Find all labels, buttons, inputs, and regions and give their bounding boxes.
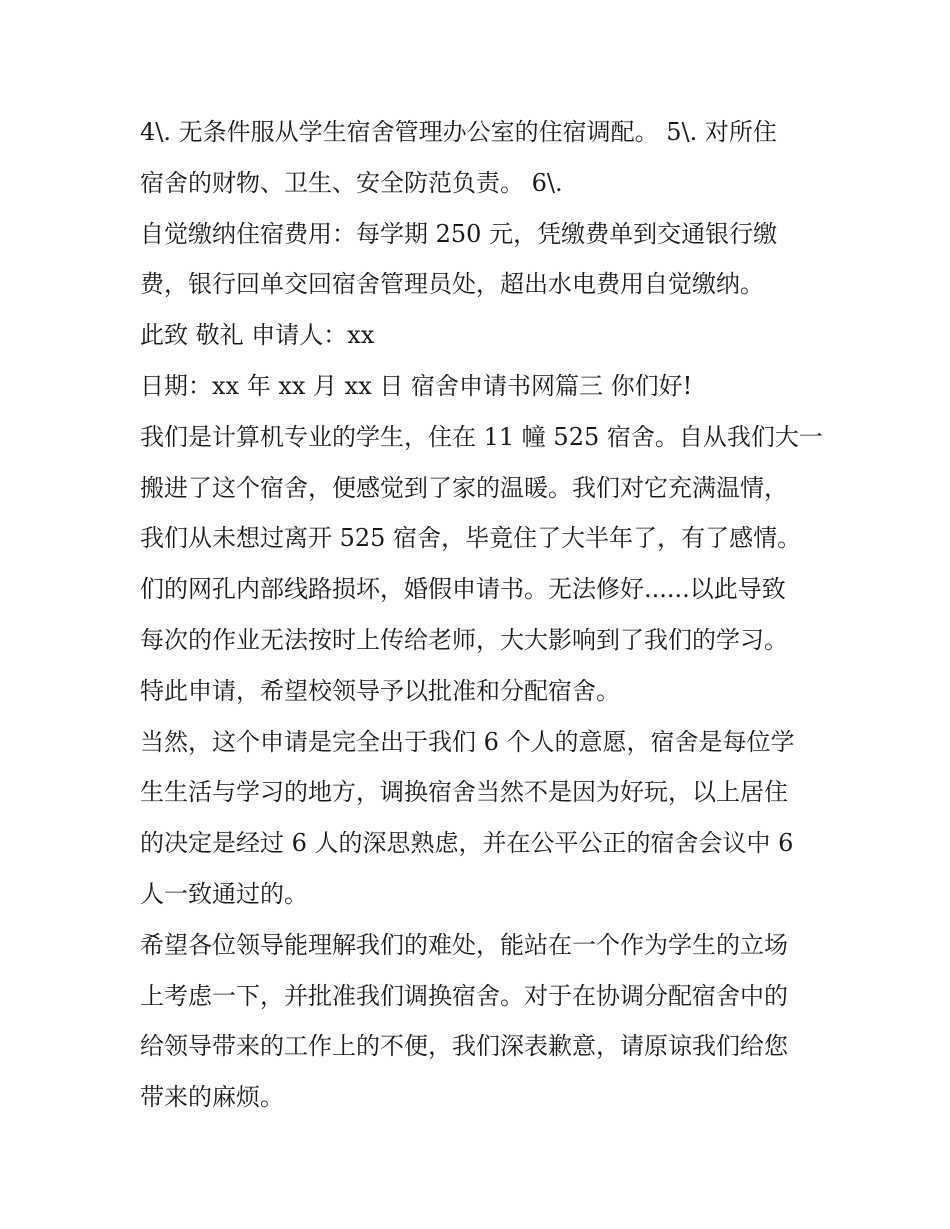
- text-line: 每次的作业无法按时上传给老师，大大影响到了我们的学习。: [140, 625, 788, 654]
- text-line: 带来的麻烦。: [140, 1083, 284, 1112]
- text-line: 搬进了这个宿舍，便感觉到了家的温暖。我们对它充满温情，: [140, 473, 788, 502]
- text-line: 特此申请，希望校领导予以批准和分配宿舍。: [140, 676, 620, 705]
- text-line: 人一致通过的。: [140, 879, 308, 908]
- document-body: [140, 107, 823, 1123]
- text-line: 费，银行回单交回宿舍管理员处，超出水电费用自觉缴纳。: [140, 270, 764, 299]
- text-line: 给领导带来的工作上的不便，我们深表歉意，请原谅我们给您: [140, 1032, 788, 1061]
- text-line: 当然，这个申请是完全出于我们 6 个人的意愿，宿舍是每位学: [140, 727, 795, 756]
- text-line: 生生活与学习的地方，调换宿舍当然不是因为好玩，以上居住: [140, 778, 788, 807]
- text-line: 我们从未想过离开 525 宿舍，毕竟住了大半年了，有了感情。: [140, 524, 802, 553]
- text-line: 的决定是经过 6 人的深思熟虑，并在公平公正的宿舍会议中 6: [140, 829, 794, 858]
- text-line: 希望各位领导能理解我们的难处，能站在一个作为学生的立场: [140, 930, 788, 959]
- text-line: 上考虑一下，并批准我们调换宿舍。对于在协调分配宿舍中的: [140, 981, 788, 1010]
- text-line: 4\. 无条件服从学生宿舍管理办公室的住宿调配。 5\. 对所住: [140, 118, 777, 146]
- text-line: 日期：xx 年 xx 月 xx 日 宿舍申请书网篇三 你们好!: [140, 371, 693, 400]
- text-line: 此致 敬礼 申请人：xx: [140, 321, 375, 350]
- text-line: 宿舍的财物、卫生、安全防范负责。 6\.: [140, 168, 563, 197]
- text-line: 我们是计算机专业的学生，住在 11 幢 525 宿舍。自从我们大一: [140, 422, 823, 451]
- text-line: 自觉缴纳住宿费用：每学期 250 元，凭缴费单到交通银行缴: [140, 219, 778, 248]
- text-line: 们的网孔内部线路损坏，婚假申请书。无法修好......以此导致: [140, 575, 786, 604]
